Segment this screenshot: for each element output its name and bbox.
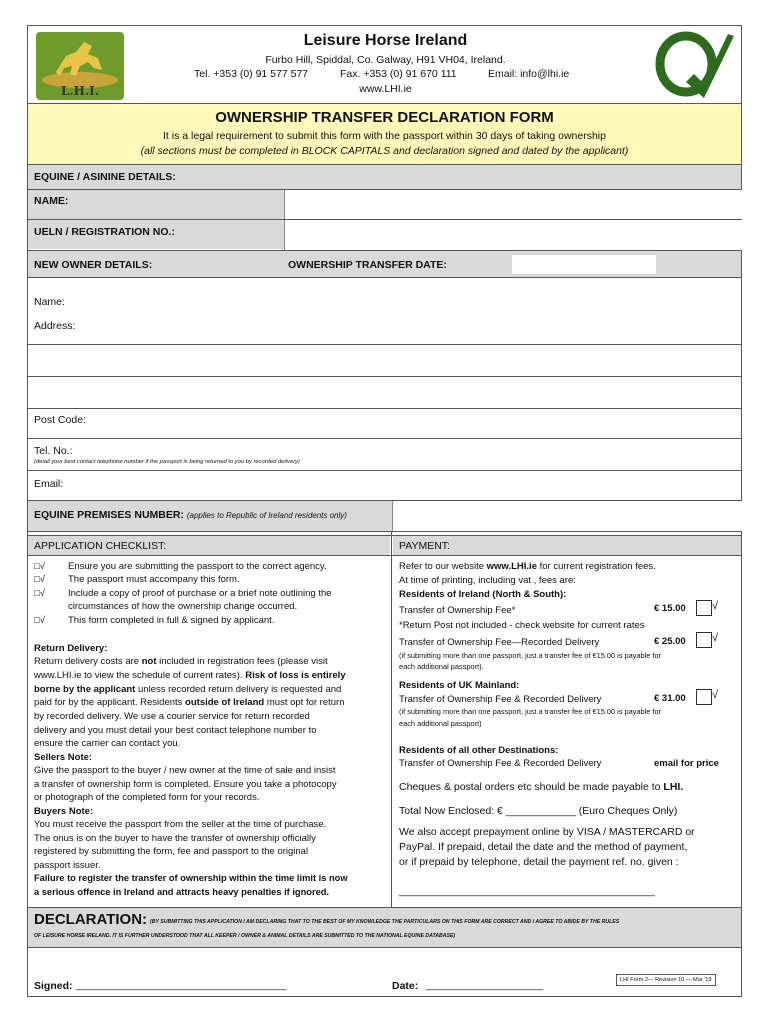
check-icon: √ [712, 600, 719, 612]
uk-heading: Residents of UK Mainland: [399, 680, 520, 691]
signature-line[interactable]: ____________________________________ [76, 979, 287, 991]
declaration-heading: DECLARATION: [34, 911, 148, 928]
q-mark-logo [646, 30, 736, 102]
transfer-date-input[interactable] [512, 255, 656, 274]
fee-amount: € 25.00 [654, 636, 686, 647]
return-line: ensure the carrier can contact you. [34, 738, 181, 749]
fee-note: each additional passport) [399, 719, 482, 728]
other-destinations-heading: Residents of all other Destinations: [399, 745, 559, 756]
checklist-heading: APPLICATION CHECKLIST: [34, 540, 167, 552]
lhi-logo [36, 32, 124, 100]
org-fax: Fax. +353 (0) 91 670 111 [340, 68, 457, 80]
org-website[interactable]: www.LHI.ie [359, 83, 412, 95]
org-tel: Tel. +353 (0) 91 577 577 [194, 68, 309, 80]
date-label: Date: [392, 980, 419, 992]
total-enclosed[interactable]: Total Now Enclosed: € ____________ (Euro Cheques Only) [399, 805, 678, 817]
sellers-note-heading: Sellers Note: [34, 752, 93, 763]
org-name: Leisure Horse Ireland [303, 32, 468, 49]
premises-note: (applies to Republic of Ireland residents only) [186, 511, 347, 520]
checkbox-icon[interactable]: □√ [34, 615, 45, 626]
checklist-item[interactable] [34, 561, 45, 572]
date-line[interactable]: ____________________ [426, 979, 543, 991]
checklist-item-text: This form completed in full & signed by applicant. [68, 615, 275, 626]
fee-label: Transfer of Ownership Fee—Recorded Delivery [399, 637, 600, 648]
payment-ref-line[interactable]: ______________________________________________ [399, 886, 655, 897]
payment-heading: PAYMENT: [399, 540, 450, 552]
owner-name-label: Name: [34, 296, 65, 308]
title-requirement: It is a legal requirement to submit this form with the passport within 30 days of taking ownership [163, 130, 606, 142]
tel-note: (detail your best contact telephone number if the passport is being returned to you by recorded delivery) [34, 459, 300, 465]
checklist-item[interactable] [34, 615, 45, 626]
return-delivery-heading: Return Delivery: [34, 643, 108, 654]
fee-label: Transfer of Ownership Fee & Recorded Delivery [399, 758, 602, 769]
fee-checkbox[interactable] [696, 632, 712, 648]
fee-note: *Return Post not included - check website for current rates [399, 620, 645, 631]
fee-label: Transfer of Ownership Fee* [399, 605, 516, 616]
sellers-line: a transfer of ownership form is completed. Ensure you take a photocopy [34, 779, 337, 790]
fee-amount: email for price [654, 758, 719, 769]
return-line: paid for by the applicant. Residents outside of Ireland must opt for return [34, 697, 345, 708]
roi-heading: Residents of Ireland (North & South): [399, 589, 567, 600]
org-email[interactable]: Email: info@lhi.ie [488, 68, 570, 80]
premises-number-input[interactable] [392, 501, 742, 531]
buyers-line: registered by submitting the form, fee and passport to the original [34, 846, 309, 857]
fee-amount: € 15.00 [654, 603, 686, 614]
buyers-line: passport issuer. [34, 860, 101, 871]
declaration-text: OF LEISURE HORSE IRELAND. IT IS FURTHER UNDERSTOOD THAT ALL KEEPER / OWNER & ANIMAL DETAILS ARE SUBMITTED TO THE NATIONAL EQUINE DATABASE) [34, 933, 456, 939]
revision-box: LHI Form 2— Revision 10 — Mar '19 [616, 974, 716, 986]
premises-label: EQUINE PREMISES NUMBER: [34, 509, 184, 521]
owner-address-label: Address: [34, 320, 76, 332]
check-icon: √ [712, 632, 719, 644]
fee-label: Transfer of Ownership Fee & Recorded Delivery [399, 694, 602, 705]
fee-note: (if submitting more than one passport, just a transfer fee of €15.00 is payable for [399, 707, 662, 716]
tel-label: Tel. No.: [34, 445, 73, 457]
online-payment-text: We also accept prepayment online by VISA / MASTERCARD or [399, 826, 695, 838]
horse-name-label: NAME: [34, 195, 69, 207]
ownership-transfer-form [27, 25, 742, 997]
return-line: by recorded delivery. We use a courier service for return recorded [34, 711, 310, 722]
check-icon: √ [712, 689, 719, 701]
failure-warning: Failure to register the transfer of ownership within the time limit is now [34, 873, 348, 883]
checkbox-icon[interactable]: □√ [34, 561, 45, 572]
declaration-text: (BY SUBMITTING THIS APPLICATION I AM DECLARING THAT TO THE BEST OF MY KNOWLEDGE THE PARTICULARS ON THIS FORM ARE CORRECT AND I AGREE TO ABIDE BY THE RULES [150, 919, 620, 925]
fee-amount: € 31.00 [654, 693, 686, 704]
buyers-note-heading: Buyers Note: [34, 806, 94, 817]
checklist-item-text: The passport must accompany this form. [68, 574, 240, 585]
checklist-item-text: Include a copy of proof of purchase or a brief note outlining the [68, 588, 332, 599]
checkbox-icon[interactable]: □√ [34, 574, 45, 585]
premises-label-row [34, 509, 347, 521]
fee-note: each additional passport). [399, 662, 484, 671]
checklist-item[interactable] [34, 574, 45, 585]
sellers-line: Give the passport to the buyer / new owner at the time of sale and insist [34, 765, 336, 776]
cheques-note: Cheques & postal orders etc should be made payable to LHI. [399, 781, 684, 793]
return-line: borne by the applicant unless recorded return delivery is requested and [34, 684, 342, 695]
postcode-label: Post Code: [34, 414, 86, 426]
return-line: Return delivery costs are not included in registration fees (please visit [34, 656, 328, 667]
owner-email-label: Email: [34, 478, 64, 490]
failure-warning: a serious offence in Ireland and attracts heavy penalties if ignored. [34, 887, 330, 897]
horse-name-input[interactable] [284, 190, 742, 219]
return-line: www.LHI.ie to view the schedule of current rates). Risk of loss is entirely [34, 670, 346, 681]
signed-label: Signed: [34, 980, 73, 992]
checklist-item[interactable] [34, 588, 45, 599]
payment-intro: At time of printing, including vat , fees are: [399, 575, 576, 586]
ueln-label: UELN / REGISTRATION NO.: [34, 226, 175, 238]
fee-note: (if submitting more than one passport, just a transfer fee of €15.00 is payable for [399, 651, 662, 660]
fee-checkbox[interactable] [696, 600, 712, 616]
payment-intro: Refer to our website www.LHI.ie for current registration fees. [399, 561, 656, 572]
quality-check-icon [646, 30, 736, 102]
fee-checkbox[interactable] [696, 689, 712, 705]
ueln-input[interactable] [284, 220, 742, 250]
org-address: Furbo Hill, Spiddal, Co. Galway, H91 VH04, Ireland. [265, 54, 506, 66]
logo-text: L.H.I. [61, 84, 99, 98]
transfer-date-label: OWNERSHIP TRANSFER DATE: [288, 259, 447, 271]
checklist-item-text: Ensure you are submitting the passport to the correct agency. [68, 561, 327, 572]
checkbox-icon[interactable]: □√ [34, 588, 45, 599]
online-payment-text: PayPal. If prepaid, detail the date and the method of payment, [399, 841, 688, 853]
sellers-line: or photograph of the completed form for your records. [34, 792, 260, 803]
new-owner-heading: NEW OWNER DETAILS: [34, 259, 153, 271]
form-title: OWNERSHIP TRANSFER DECLARATION FORM [215, 109, 554, 126]
checklist-item-text: circumstances of how the ownership change occurred. [68, 601, 298, 612]
return-line: delivery and you must detail your best contact telephone number to [34, 725, 317, 736]
buyers-line: The onus is on the buyer to have the transfer of ownership officially [34, 833, 316, 844]
buyers-line: You must receive the passport from the seller at the time of purchase. [34, 819, 327, 830]
online-payment-text: or if prepaid by telephone, detail the payment ref. no. given : [399, 856, 679, 868]
equine-details-heading: EQUINE / ASININE DETAILS: [34, 171, 176, 183]
title-instructions: (all sections must be completed in BLOCK CAPITALS and declaration signed and dated by the applicant) [140, 145, 629, 157]
